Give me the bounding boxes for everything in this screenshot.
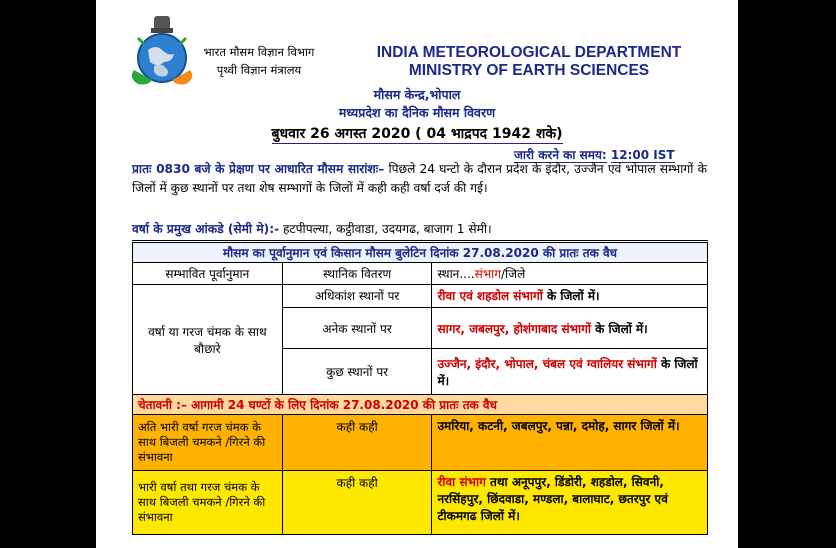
rainfall-heading: वर्षा के प्रमुख आंकडे (सेमी मे):- [132,222,280,236]
places-row-3-rest: के जिलों में। [437,356,698,388]
weather-summary [132,160,707,198]
col-header-forecast: सम्भावित पूर्वानुमान [133,263,283,285]
col-header-distribution: स्थानिक वितरण [282,263,432,285]
warning-dist-1: कही कही [282,415,432,471]
warning-dist-2: कही कही [282,471,432,535]
col3-part-c: /जिले [501,267,526,281]
rainfall-figures [132,220,707,239]
col-header-places [432,263,708,285]
rainfall-text: हटपीपल्या, कट्ठीवाडा, उदयगढ, बाजाग 1 सेमी। [279,222,492,236]
dist-most-places: अधिकांश स्थानों पर [282,285,432,308]
issue-time-value: 12:00 IST [610,148,675,162]
places-row-2-red: सागर, जबलपुर, होशंगाबाद संभागों [437,321,591,336]
places-row-1-rest: के जिलों में। [542,289,600,304]
event-rain-thunder: वर्षा या गरज चंमक के साथ बौछारे [133,285,283,395]
table-row [133,285,708,308]
forecast-title: मौसम का पूर्वानुमान एवं किसान मौसम बुलेटिन दिनांक 27.08.2020 की प्रातः तक वैध [133,242,708,263]
warning-row-very-heavy [133,415,708,471]
col3-part-a: स्थान.... [437,267,475,281]
warning-places-1-text: उमरिया, कटनी, जबलपुर, पन्ना, दमोह, सागर जिलों में। [437,419,680,433]
warning-heading: चेतावनी :– आगामी 24 घण्टों के लिए दिनांक 27.08.2020 की प्रातः तक वैध [133,395,708,415]
report-date [96,124,738,143]
summary-heading: प्रातः 0830 बजे के प्रेक्षण पर आधारित मौसम सारांशः– [132,162,385,176]
places-row-1 [432,285,708,308]
imd-emblem-icon [124,14,200,92]
warning-places-2-text: तथा अनूपपुर, डिंडोरी, शहडोल, सिवनी, नरसिंहपुर, छिंदवाडा, मण्डला, बालाघाट, छतरपुर एवं टीकमगढ जिलों में। [437,475,668,523]
issue-time-label: जारी करने का समय: [514,148,607,162]
warning-places-1 [432,415,708,471]
places-row-2 [432,307,708,349]
hindi-dept-line2: पृथ्वी विज्ञान मंत्रालय [216,63,302,77]
dist-many-places: अनेक स्थानों पर [282,307,432,349]
report-date-text: बुधवार 26 अगस्त 2020 ( 04 भाद्रपद 1942 शके) [271,126,563,142]
warning-heading-row [133,395,708,415]
hindi-dept-line1: भारत मौसम विज्ञान विभाग [203,45,315,59]
places-row-2-rest: के जिलों में। [590,321,648,336]
warning-places-2 [432,471,708,535]
eng-dept-line2: MINISTRY OF EARTH SCIENCES [408,62,650,79]
met-center-title: मौसम केन्द्र,भोपाल [373,87,461,102]
places-row-3 [432,349,708,395]
forecast-header-row [133,263,708,285]
warning-places-2-red: रीवा संभाग [437,475,486,489]
places-row-3-red: उज्जैन, इंदौर, भोपाल, चंबल एवं ग्वालियर संभागों [437,356,657,371]
bulletin-page [96,0,738,548]
places-row-1-red: रीवा एवं शहडोल संभागों [437,289,543,304]
summary-text: पिछले 24 घन्टो के दौरान प्रदेश के इंदौर, उज्जैन एवं भोपाल सम्भागों के जिलों में कुछ स्थानों पर तथा शेष सम्भागों के जिलों में कही कही वर्षा दर्ज की गई। [132,162,707,195]
warning-event-1: अति भारी वर्षा गरज चंमक के साथ बिजली चमकने /गिरने की संभावना [133,415,283,471]
eng-dept-line1: INDIA METEOROLOGICAL DEPARTMENT [376,44,682,61]
english-department-name [364,44,694,80]
col3-part-b: संभाग [474,267,502,281]
dist-few-places: कुछ स्थानों पर [282,349,432,395]
hindi-department-name [200,43,318,79]
warning-row-heavy [133,471,708,535]
forecast-table [132,240,708,535]
warning-event-2: भारी वर्षा तथा गरज चंमक के साथ बिजली चमकने /गिरने की संभावना [133,471,283,535]
report-title: मध्यप्रदेश का दैनिक मौसम विवरण [338,105,496,120]
